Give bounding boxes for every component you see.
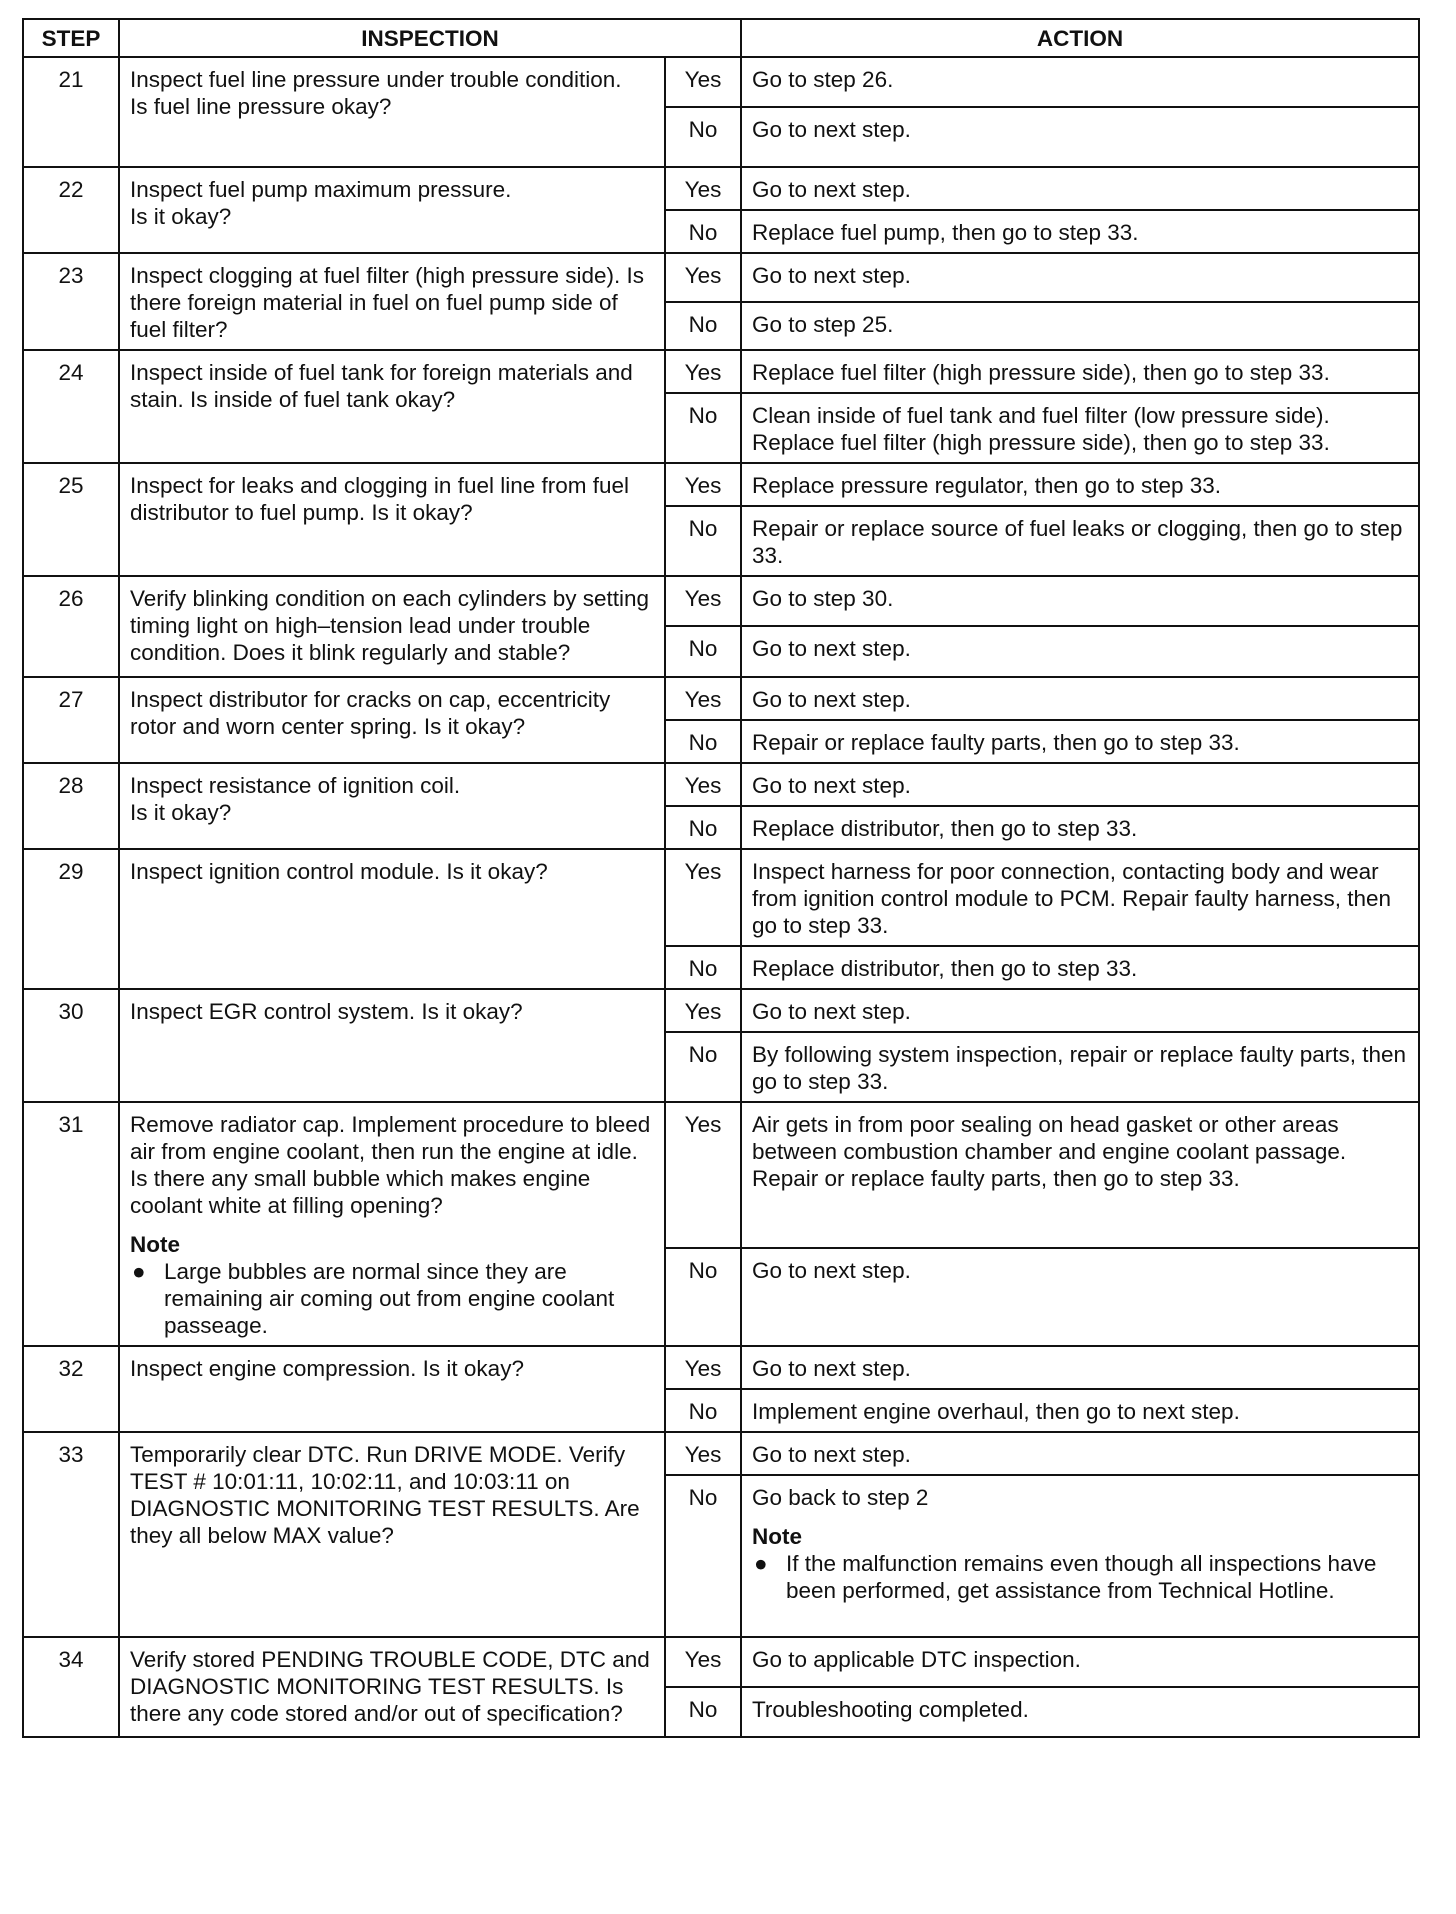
inspection-cell: [119, 677, 665, 763]
inspection-text: Inspect distributor for cracks on cap, eccentricity rotor and worn center spring. Is it okay?: [130, 687, 611, 739]
step-number: 22: [23, 167, 119, 253]
no-action: Repair or replace faulty parts, then go to step 33.: [752, 730, 1240, 755]
no-action-cell: [741, 1475, 1419, 1637]
table-row: [23, 1346, 1419, 1389]
yes-label: Yes: [665, 849, 741, 946]
no-action-cell: [741, 302, 1419, 351]
no-action: Go to next step.: [752, 636, 911, 661]
inspection-cell: [119, 57, 665, 167]
yes-action: Go to next step.: [741, 1432, 1419, 1475]
yes-label: Yes: [665, 57, 741, 107]
inspection-text: Inspect fuel pump maximum pressure.: [130, 177, 512, 202]
no-action: Replace fuel pump, then go to step 33.: [752, 220, 1139, 245]
no-label: No: [665, 626, 741, 677]
yes-action: Go to next step.: [741, 989, 1419, 1032]
yes-action: Go to step 26.: [741, 57, 1419, 107]
table-row: [23, 57, 1419, 107]
no-action: Replace distributor, then go to step 33.: [752, 816, 1138, 841]
yes-action: Go to next step.: [741, 677, 1419, 720]
table-row: [23, 989, 1419, 1032]
table-row: [23, 167, 1419, 210]
table-row: [23, 463, 1419, 506]
yes-label: Yes: [665, 1346, 741, 1389]
table-row: [23, 677, 1419, 720]
inspection-cell: [119, 350, 665, 463]
table-row: [23, 350, 1419, 393]
step-number: 31: [23, 1102, 119, 1346]
no-action: Replace distributor, then go to step 33.: [752, 956, 1138, 981]
yes-action: Go to next step.: [741, 253, 1419, 302]
header-row: [23, 19, 1419, 57]
no-action-cell: [741, 107, 1419, 167]
step-number: 24: [23, 350, 119, 463]
inspection-cell: [119, 463, 665, 576]
inspection-text: Inspect clogging at fuel filter (high pressure side). Is there foreign material in fuel on fuel pump side of fuel filter?: [130, 263, 645, 342]
header-action: ACTION: [741, 19, 1419, 57]
troubleshooting-sheet: [22, 18, 1418, 1738]
inspection-cell: [119, 253, 665, 350]
no-action: Go to next step.: [752, 1257, 911, 1283]
step-number: 34: [23, 1637, 119, 1737]
note-bullet: [752, 1550, 1408, 1604]
no-label: No: [665, 1248, 741, 1346]
note-text: Large bubbles are normal since they are remaining air coming out from engine coolant passeage.: [164, 1259, 615, 1338]
inspection-text: Inspect engine compression. Is it okay?: [130, 1356, 524, 1381]
note-bullet: [130, 1258, 654, 1339]
inspection-text: Is fuel line pressure okay?: [130, 94, 392, 119]
no-label: No: [665, 946, 741, 989]
no-action-cell: [741, 1389, 1419, 1432]
no-action: By following system inspection, repair or replace faulty parts, then go to step 33.: [752, 1042, 1407, 1094]
header-inspection: INSPECTION: [119, 19, 741, 57]
no-action-cell: [741, 506, 1419, 576]
inspection-text: Inspect ignition control module. Is it okay?: [130, 859, 548, 884]
inspection-text: Inspect for leaks and clogging in fuel line from fuel distributor to fuel pump. Is it okay?: [130, 473, 630, 525]
inspection-text: Inspect fuel line pressure under trouble condition.: [130, 67, 622, 92]
no-label: No: [665, 720, 741, 763]
yes-action: Replace pressure regulator, then go to step 33.: [741, 463, 1419, 506]
step-number: 26: [23, 576, 119, 677]
yes-action: Go to applicable DTC inspection.: [741, 1637, 1419, 1687]
no-action-cell: [741, 720, 1419, 763]
yes-action: Inspect harness for poor connection, contacting body and wear from ignition control module to PCM. Repair faulty harness, then go to step 33.: [741, 849, 1419, 946]
yes-label: Yes: [665, 763, 741, 806]
inspection-cell: [119, 1637, 665, 1737]
no-action-cell: [741, 806, 1419, 849]
step-number: 28: [23, 763, 119, 849]
no-action-cell: [741, 1032, 1419, 1102]
inspection-text: Verify stored PENDING TROUBLE CODE, DTC and DIAGNOSTIC MONITORING TEST RESULTS. Is there any code stored and/or out of specification?: [130, 1647, 650, 1726]
table-row: [23, 1637, 1419, 1687]
no-action: Troubleshooting completed.: [752, 1697, 1029, 1722]
no-action-cell: [741, 946, 1419, 989]
no-action: Go back to step 2: [752, 1485, 929, 1510]
yes-label: Yes: [665, 463, 741, 506]
no-action-cell: [741, 210, 1419, 253]
header-step: STEP: [23, 19, 119, 57]
note-title: Note: [130, 1232, 180, 1257]
yes-label: Yes: [665, 253, 741, 302]
inspection-cell: [119, 989, 665, 1102]
note-title: Note: [752, 1524, 802, 1549]
no-label: No: [665, 1687, 741, 1737]
no-label: No: [665, 1032, 741, 1102]
inspection-cell: [119, 1432, 665, 1637]
yes-label: Yes: [665, 167, 741, 210]
table-row: [23, 849, 1419, 946]
step-number: 27: [23, 677, 119, 763]
step-number: 30: [23, 989, 119, 1102]
bullet-icon: ●: [132, 1259, 146, 1284]
table-row: [23, 253, 1419, 302]
step-number: 32: [23, 1346, 119, 1432]
yes-label: Yes: [665, 1432, 741, 1475]
inspection-text: Inspect resistance of ignition coil.: [130, 773, 461, 798]
yes-label: Yes: [665, 350, 741, 393]
diagnostic-table: [22, 18, 1420, 1738]
step-number: 25: [23, 463, 119, 576]
inspection-text: Inspect EGR control system. Is it okay?: [130, 999, 523, 1024]
no-action: Repair or replace source of fuel leaks or clogging, then go to step 33.: [752, 516, 1403, 568]
yes-action: Go to next step.: [741, 1346, 1419, 1389]
inspection-cell: [119, 167, 665, 253]
inspection-cell: [119, 576, 665, 677]
yes-action: Replace fuel filter (high pressure side), then go to step 33.: [741, 350, 1419, 393]
step-number: 29: [23, 849, 119, 989]
inspection-cell: [119, 763, 665, 849]
no-action: Go to step 25.: [752, 311, 894, 337]
bullet-icon: ●: [754, 1551, 768, 1576]
yes-action: Go to next step.: [741, 763, 1419, 806]
no-label: No: [665, 107, 741, 167]
yes-label: Yes: [665, 1102, 741, 1248]
no-label: No: [665, 393, 741, 463]
no-label: No: [665, 302, 741, 351]
no-action: Go to next step.: [752, 117, 911, 142]
no-label: No: [665, 506, 741, 576]
table-row: [23, 1432, 1419, 1475]
inspection-text: Inspect inside of fuel tank for foreign materials and stain. Is inside of fuel tank okay?: [130, 360, 633, 412]
inspection-text: Is it okay?: [130, 800, 232, 825]
inspection-cell: [119, 1102, 665, 1346]
table-row: [23, 576, 1419, 626]
yes-label: Yes: [665, 576, 741, 626]
inspection-text: Temporarily clear DTC. Run DRIVE MODE. Verify TEST # 10:01:11, 10:02:11, and 10:03:11 on DIAGNOSTIC MONITORING TEST RESULTS. Are they all below MAX value?: [130, 1442, 640, 1548]
no-action: Implement engine overhaul, then go to next step.: [752, 1399, 1240, 1424]
inspection-cell: [119, 849, 665, 989]
table-row: [23, 1102, 1419, 1248]
yes-action: Go to next step.: [741, 167, 1419, 210]
table-row: [23, 763, 1419, 806]
no-label: No: [665, 1475, 741, 1637]
no-action-cell: [741, 626, 1419, 677]
inspection-text: Is it okay?: [130, 204, 232, 229]
inspection-text: Remove radiator cap. Implement procedure to bleed air from engine coolant, then run the engine at idle. Is there any small bubble which makes engine coolant white at filling opening?: [130, 1112, 651, 1218]
no-label: No: [665, 806, 741, 849]
no-action: Clean inside of fuel tank and fuel filter (low pressure side). Replace fuel filter (high pressure side), then go to step 33.: [752, 403, 1330, 455]
step-number: 21: [23, 57, 119, 167]
no-action-cell: [741, 1248, 1419, 1346]
yes-action: Go to step 30.: [741, 576, 1419, 626]
no-label: No: [665, 1389, 741, 1432]
inspection-cell: [119, 1346, 665, 1432]
yes-label: Yes: [665, 989, 741, 1032]
step-number: 33: [23, 1432, 119, 1637]
step-number: 23: [23, 253, 119, 350]
no-action-cell: [741, 393, 1419, 463]
note-text: If the malfunction remains even though all inspections have been performed, get assistance from Technical Hotline.: [786, 1551, 1377, 1603]
no-label: No: [665, 210, 741, 253]
inspection-text: Verify blinking condition on each cylinders by setting timing light on high–tension lead under trouble condition. Does it blink regularly and stable?: [130, 586, 650, 665]
yes-action: Air gets in from poor sealing on head gasket or other areas between combustion chamber and engine coolant passage. Repair or replace faulty parts, then go to step 33.: [741, 1102, 1419, 1248]
yes-label: Yes: [665, 1637, 741, 1687]
no-action-cell: [741, 1687, 1419, 1737]
yes-label: Yes: [665, 677, 741, 720]
